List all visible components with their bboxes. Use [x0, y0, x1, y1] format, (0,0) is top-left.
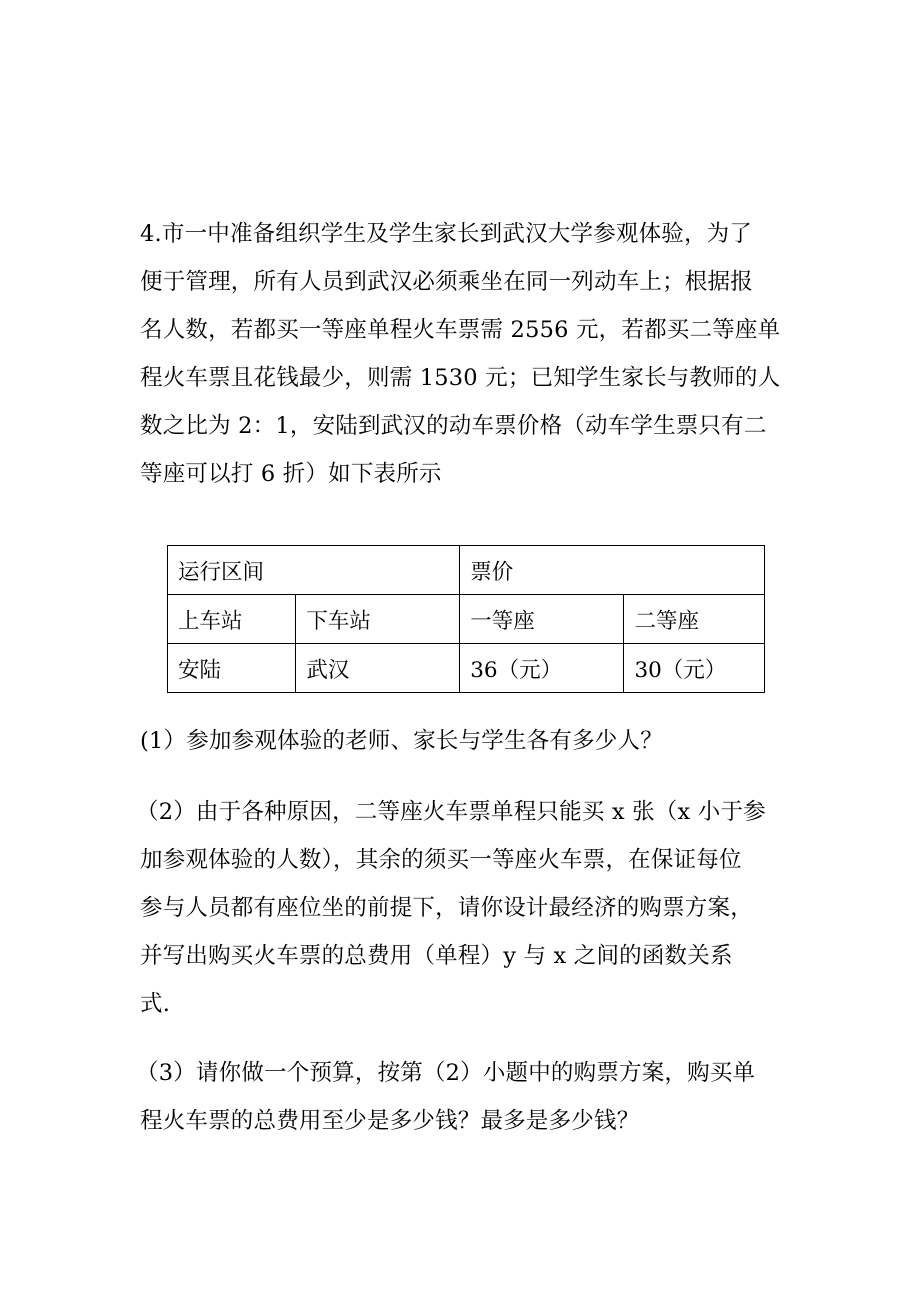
- cell-alighting: 武汉: [296, 644, 460, 693]
- col-boarding-station: 上车站: [168, 595, 296, 644]
- table-subheader-row: [168, 595, 765, 644]
- question-3-line-2: 程火车票的总费用至少是多少钱？最多是多少钱？: [140, 1108, 640, 1134]
- question-2-line-5: 式.: [140, 991, 171, 1017]
- intro-line-1: 4.市一中准备组织学生及学生家长到武汉大学参观体验，为了: [140, 221, 753, 247]
- header-operating-section: 运行区间: [168, 546, 460, 595]
- intro-line-6: 等座可以打 6 折）如下表所示: [140, 461, 442, 487]
- question-2-line-1: （2）由于各种原因，二等座火车票单程只能买 x 张（x 小于参: [136, 799, 766, 825]
- cell-second-price: 30（元）: [624, 644, 765, 693]
- intro-line-3: 名人数，若都买一等座单程火车票需 2556 元，若都买二等座单: [140, 317, 781, 343]
- question-2-line-3: 参与人员都有座位坐的前提下，请你设计最经济的购票方案，: [140, 895, 753, 921]
- header-ticket-price: 票价: [460, 546, 765, 595]
- fare-table: [167, 545, 765, 693]
- intro-line-5: 数之比为 2：1，安陆到武汉的动车票价格（动车学生票只有二: [140, 413, 767, 439]
- question-3-line-1: （3）请你做一个预算，按第（2）小题中的购票方案，购买单: [136, 1060, 756, 1086]
- cell-boarding: 安陆: [168, 644, 296, 693]
- table-row: [168, 644, 765, 693]
- col-alighting-station: 下车站: [296, 595, 460, 644]
- question-2-line-2: 加参观体验的人数），其余的须买一等座火车票，在保证每位: [140, 847, 742, 873]
- col-first-class: 一等座: [460, 595, 624, 644]
- question-2-line-4: 并写出购买火车票的总费用（单程）y 与 x 之间的函数关系: [140, 943, 733, 969]
- intro-line-2: 便于管理，所有人员到武汉必须乘坐在同一列动车上；根据报: [140, 269, 753, 295]
- col-second-class: 二等座: [624, 595, 765, 644]
- cell-first-price: 36（元）: [460, 644, 624, 693]
- intro-line-4: 程火车票且花钱最少，则需 1530 元；已知学生家长与教师的人: [140, 365, 781, 391]
- question-1: (1）参加参观体验的老师、家长与学生各有多少人？: [140, 728, 663, 754]
- table-header-row: [168, 546, 765, 595]
